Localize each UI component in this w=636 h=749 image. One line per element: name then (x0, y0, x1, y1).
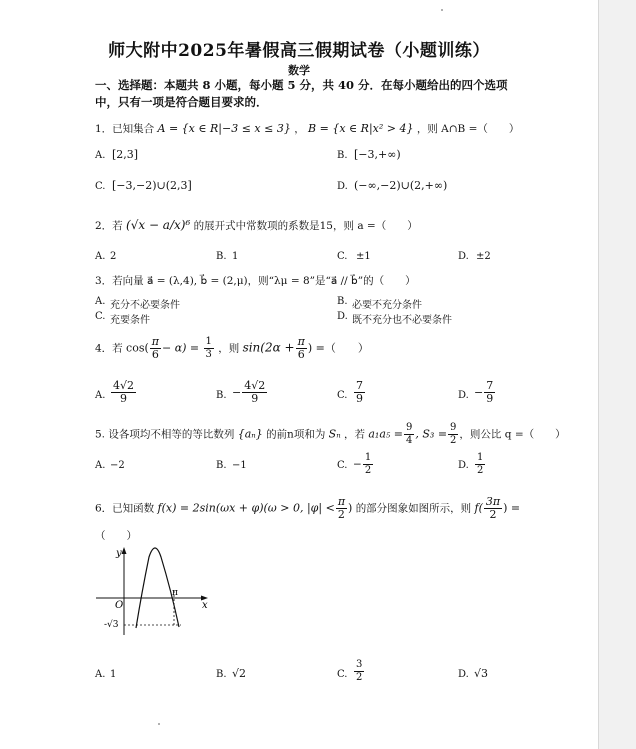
q3-option-b-letter: B. (337, 296, 348, 307)
q6-prefix: 6．已知函数 (95, 502, 155, 515)
q5-nine-halves: $\frac{9}{2}$ (450, 422, 457, 446)
q1-option-b-letter: B. (337, 150, 348, 161)
q2-option-b-value: 1 (232, 251, 239, 262)
speck-bottom (158, 723, 160, 725)
q3-option-a-letter: A. (95, 296, 106, 307)
q2-option-c-letter: C. (337, 251, 348, 262)
q4-option-d-letter: D. (458, 390, 469, 401)
q2-option-a-value: 2 (110, 251, 117, 262)
q3-option-b-value: 必要不充分条件 (352, 300, 422, 311)
q1-option-d-value: (−∞,−2)∪(2,+∞) (354, 179, 448, 192)
graph-y-label: y (116, 548, 122, 559)
question-2 (95, 218, 418, 233)
q6-three-pi-over-2: $\frac{3\pi}{2}$ (485, 495, 501, 521)
q2-option-b-letter: B. (216, 251, 227, 262)
q5-prefix: 5. 设各项均不相等的等比数列 (95, 428, 235, 441)
q6-option-b-letter: B. (216, 669, 227, 680)
q2-tail: 的展开式中常数项的系数是15，则 a =（ ） (193, 220, 418, 232)
q1-tail: ，则 A∩B =（ ） (416, 123, 520, 135)
q1-option-d-letter: D. (337, 181, 348, 192)
q1-prefix: 1．已知集合 (95, 123, 155, 135)
q5-option-d-letter: D. (458, 460, 469, 471)
q4-sin-tail: ) =（ ） (307, 341, 369, 355)
q3-option-d-value: 既不充分也不必要条件 (352, 315, 452, 326)
q1-option-a-value: [2,3] (112, 148, 139, 161)
q6-f-tail: ) = (503, 501, 521, 515)
graph-neg-root3-label: -√3 (104, 620, 119, 630)
q4-pi-over-6: $\frac{\pi}{6}$ (151, 335, 159, 361)
q4-one-third: $\frac{1}{3}$ (205, 336, 212, 360)
q4-option-a-letter: A. (95, 390, 106, 401)
subject-heading: 数学 (288, 64, 310, 77)
q3-option-a-value: 充分不必要条件 (110, 300, 180, 311)
q4-then: ，则 (218, 342, 240, 355)
question-6 (95, 496, 520, 521)
graph-y-arrow (122, 547, 127, 554)
q5-s3: , S₃ = (415, 427, 448, 441)
q5-option-b-value: −1 (232, 460, 247, 471)
q1-option-c-letter: C. (95, 181, 106, 192)
q6-f-head: f( (474, 501, 483, 515)
graph-x-label: x (202, 600, 208, 611)
q1-set-b: B = {x ∈ R|x² > 4} (308, 122, 414, 135)
q5-nine-fourths: $\frac{9}{4}$ (406, 422, 413, 446)
q2-option-d-value: ±2 (476, 251, 491, 262)
section-instructions-line1: 一、选择题：本题共 8 小题，每小题 5 分，共 40 分．在每小题给出的四个选项 (95, 78, 508, 92)
q3-option-d-letter: D. (337, 311, 348, 322)
q5-sn: Sₙ (328, 427, 341, 441)
q1-comma: ， (294, 123, 305, 135)
q2-option-d-letter: D. (458, 251, 469, 262)
q5-a1a5: a₁a₅ = (368, 427, 404, 441)
q1-option-c-value: [−3,−2)∪(2,3] (112, 179, 192, 192)
q6-condition-head: (ω > 0, |φ| < (263, 501, 335, 515)
q1-option-b-value: [−3,+∞) (354, 148, 401, 161)
q4-cos-tail: − α) = (162, 341, 200, 355)
q6-option-b-value: √2 (232, 667, 247, 680)
exam-title: 师大附中2025年暑假高三假期试卷（小题训练） (108, 41, 490, 61)
q4-sin-head: sin(2α + (242, 340, 295, 355)
q5-option-c-value: − $\frac{1}{2}$ (353, 452, 372, 476)
q1-option-a-letter: A. (95, 150, 106, 161)
q2-option-a-letter: A. (95, 251, 106, 262)
q6-answer-paren: （ ） (95, 530, 137, 542)
q2-binomial-expression: (√x − a/x)⁶ (126, 218, 191, 232)
q5-option-d-value: $\frac{1}{2}$ (477, 452, 484, 476)
q4-option-c-value: $\frac{7}{9}$ (356, 379, 363, 405)
q5-option-b-letter: B. (216, 460, 227, 471)
question-1 (95, 121, 519, 136)
q5-option-a-letter: A. (95, 460, 106, 471)
q6-option-d-value: √3 (474, 667, 489, 680)
q5-option-c-letter: C. (337, 460, 348, 471)
q4-option-b-value: − $\frac{4√2}{9}$ (232, 379, 266, 405)
question-5 (95, 422, 566, 447)
q6-condition-tail: ) (348, 501, 353, 515)
q6-option-a-value: 1 (110, 669, 117, 680)
q4-option-a-value: $\frac{4√2}{9}$ (113, 379, 135, 405)
q5-mid2: ，若 (344, 428, 366, 441)
graph-origin-label: O (115, 600, 124, 611)
graph-pi-label: π (172, 588, 178, 598)
q6-function-graph (92, 545, 212, 640)
q2-prefix: 2．若 (95, 220, 123, 232)
q5-sequence: {aₙ} (237, 427, 263, 441)
q6-option-c-letter: C. (337, 669, 348, 680)
q4-prefix: 4．若 (95, 342, 123, 355)
q5-mid1: 的前n项和为 (266, 428, 326, 441)
q4-option-d-value: − $\frac{7}{9}$ (474, 379, 494, 405)
q4-cos-head: cos( (126, 341, 149, 355)
q6-pi-over-2: $\frac{\pi}{2}$ (337, 495, 346, 521)
q5-option-a-value: −2 (110, 460, 125, 471)
q4-pi-over-6-b: $\frac{\pi}{6}$ (297, 335, 305, 361)
q6-option-d-letter: D. (458, 669, 469, 680)
q2-option-c-value: ±1 (356, 251, 371, 262)
q6-option-c-value: $\frac{3}{2}$ (356, 659, 363, 683)
question-3: 3．若向量 a⃗ = (λ,4), b⃗ = (2,μ)，则“λμ = 8”是“a⃗ // b⃗”的（ ） (95, 275, 416, 287)
q6-mid: 的部分图象如图所示，则 (355, 502, 472, 515)
q4-option-c-letter: C. (337, 390, 348, 401)
q6-option-a-letter: A. (95, 669, 106, 680)
q3-option-c-letter: C. (95, 311, 106, 322)
q4-option-b-letter: B. (216, 390, 227, 401)
q5-tail: ，则公比 q =（ ） (459, 428, 566, 441)
question-4 (95, 336, 369, 361)
q6-function: f(x) = 2sin(ωx + φ) (157, 501, 264, 515)
speck-top (441, 9, 443, 11)
q1-set-a: A = {x ∈ R|−3 ≤ x ≤ 3} (157, 122, 291, 135)
section-instructions-line2: 中，只有一项是符合题目要求的． (95, 95, 268, 109)
q3-option-c-value: 充要条件 (110, 315, 150, 326)
